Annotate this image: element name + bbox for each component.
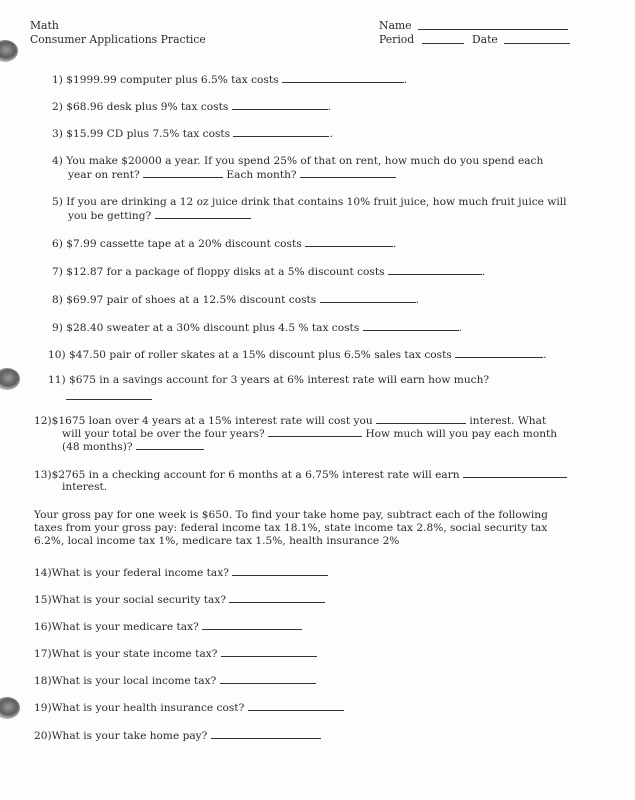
date-field[interactable] bbox=[504, 34, 570, 44]
answer-3-blank[interactable] bbox=[233, 127, 329, 137]
question-12-line-2 bbox=[62, 427, 557, 441]
name-label: Name bbox=[379, 19, 412, 32]
question-13-line-1 bbox=[34, 468, 567, 482]
question-13-line-2: interest. bbox=[62, 481, 108, 493]
question-3: 3) $15.99 CD plus 7.5% tax costs . bbox=[52, 128, 333, 140]
question-16 bbox=[34, 620, 302, 634]
question-5-line-1: 5) If you are drinking a 12 oz juice drink that contains 10% fruit juice, how much fruit juice will bbox=[52, 196, 567, 208]
question-16-text: 16)What is your medicare tax? bbox=[34, 621, 199, 633]
question-4-month-text: Each month? bbox=[226, 169, 297, 181]
question-12-line-1 bbox=[34, 414, 546, 428]
period-field[interactable] bbox=[422, 34, 464, 44]
question-20 bbox=[34, 729, 321, 743]
question-12-interest-text: interest. What bbox=[469, 415, 547, 427]
question-19-text: 19)What is your health insurance cost? bbox=[34, 702, 245, 714]
worksheet-title: Consumer Applications Practice bbox=[30, 33, 206, 46]
answer-6-blank[interactable] bbox=[305, 237, 393, 247]
binder-hole-top bbox=[0, 40, 18, 62]
gross-pay-line-2: taxes from your gross pay: federal income tax 18.1%, state income tax 2.8%, social security tax bbox=[34, 522, 548, 534]
question-11: 11) $675 in a savings account for 3 years at 6% interest rate will earn how much? bbox=[48, 374, 490, 386]
question-12-total-text: will your total be over the four years? bbox=[62, 428, 265, 440]
subject-label: Math bbox=[30, 19, 59, 32]
question-2-text: 2) $68.96 desk plus 9% tax costs bbox=[52, 101, 229, 113]
question-1: 1) $1999.99 computer plus 6.5% tax costs . bbox=[52, 74, 408, 86]
question-9: 9) $28.40 sweater at a 30% discount plus 4.5 % tax costs . bbox=[52, 322, 462, 334]
answer-2-blank[interactable] bbox=[232, 100, 328, 110]
question-10: 10) $47.50 pair of roller skates at a 15% discount plus 6.5% sales tax costs . bbox=[48, 349, 547, 361]
question-10-text: 10) $47.50 pair of roller skates at a 15% discount plus 6.5% sales tax costs bbox=[48, 349, 452, 361]
answer-10-blank[interactable] bbox=[455, 348, 543, 358]
period-label: Period bbox=[379, 33, 415, 46]
binder-hole-bottom bbox=[0, 697, 20, 719]
gross-pay-line-1: Your gross pay for one week is $650. To find your take home pay, subtract each of the following bbox=[34, 509, 548, 521]
question-8: 8) $69.97 pair of shoes at a 12.5% discount costs . bbox=[52, 294, 419, 306]
question-18 bbox=[34, 674, 316, 688]
question-9-text: 9) $28.40 sweater at a 30% discount plus 4.5 % tax costs bbox=[52, 322, 360, 334]
answer-12c-blank[interactable] bbox=[136, 440, 204, 450]
answer-8-blank[interactable] bbox=[320, 293, 416, 303]
answer-11-blank[interactable] bbox=[66, 390, 152, 400]
answer-18-blank[interactable] bbox=[220, 674, 316, 684]
question-14 bbox=[34, 566, 328, 580]
answer-4a-blank[interactable] bbox=[143, 168, 223, 178]
question-8-text: 8) $69.97 pair of shoes at a 12.5% discount costs bbox=[52, 294, 317, 306]
question-12-cost-text: 12)$1675 loan over 4 years at a 15% interest rate will cost you bbox=[34, 415, 373, 427]
answer-17-blank[interactable] bbox=[221, 647, 317, 657]
question-17 bbox=[34, 647, 317, 661]
name-field[interactable] bbox=[418, 20, 568, 30]
answer-14-blank[interactable] bbox=[232, 566, 328, 576]
gross-pay-line-3: 6.2%, local income tax 1%, medicare tax 1.5%, health insurance 2% bbox=[34, 535, 400, 547]
answer-5-blank[interactable] bbox=[155, 209, 251, 219]
question-6-text: 6) $7.99 cassette tape at a 20% discount costs bbox=[52, 238, 302, 250]
question-4-line-2 bbox=[68, 168, 396, 182]
question-15-text: 15)What is your social security tax? bbox=[34, 594, 227, 606]
date-label: Date bbox=[472, 33, 498, 46]
question-20-text: 20)What is your take home pay? bbox=[34, 730, 208, 742]
question-7: 7) $12.87 for a package of floppy disks at a 5% discount costs . bbox=[52, 266, 486, 278]
question-5-text: you be getting? bbox=[68, 210, 152, 222]
question-12-monthly-text: How much will you pay each month bbox=[365, 428, 558, 440]
answer-15-blank[interactable] bbox=[229, 593, 325, 603]
answer-20-blank[interactable] bbox=[211, 729, 321, 739]
answer-7-blank[interactable] bbox=[388, 265, 482, 275]
answer-19-blank[interactable] bbox=[248, 701, 344, 711]
question-2: 2) $68.96 desk plus 9% tax costs . bbox=[52, 101, 332, 113]
answer-4b-blank[interactable] bbox=[300, 168, 396, 178]
answer-16-blank[interactable] bbox=[202, 620, 302, 630]
question-4-line-1: 4) You make $20000 a year. If you spend 25% of that on rent, how much do you spend each bbox=[52, 155, 544, 167]
question-4-rent-text: year on rent? bbox=[68, 169, 140, 181]
question-5-line-2 bbox=[68, 209, 251, 223]
answer-12b-blank[interactable] bbox=[268, 427, 362, 437]
question-3-text: 3) $15.99 CD plus 7.5% tax costs bbox=[52, 128, 231, 140]
answer-1-blank[interactable] bbox=[282, 73, 404, 83]
question-12-months-text: (48 months)? bbox=[62, 441, 133, 453]
binder-hole-middle bbox=[0, 368, 20, 390]
question-17-text: 17)What is your state income tax? bbox=[34, 648, 218, 660]
question-14-text: 14)What is your federal income tax? bbox=[34, 567, 229, 579]
question-18-text: 18)What is your local income tax? bbox=[34, 675, 217, 687]
question-12-line-3 bbox=[62, 440, 204, 454]
answer-9-blank[interactable] bbox=[363, 321, 459, 331]
question-13-text: 13)$2765 in a checking account for 6 months at a 6.75% interest rate will earn bbox=[34, 469, 460, 481]
question-19 bbox=[34, 701, 344, 715]
question-7-text: 7) $12.87 for a package of floppy disks at a 5% discount costs bbox=[52, 266, 385, 278]
answer-13-blank[interactable] bbox=[463, 468, 567, 478]
question-6: 6) $7.99 cassette tape at a 20% discount costs . bbox=[52, 238, 397, 250]
answer-12a-blank[interactable] bbox=[376, 414, 466, 424]
question-1-text: 1) $1999.99 computer plus 6.5% tax costs bbox=[52, 74, 279, 86]
question-15 bbox=[34, 593, 325, 607]
